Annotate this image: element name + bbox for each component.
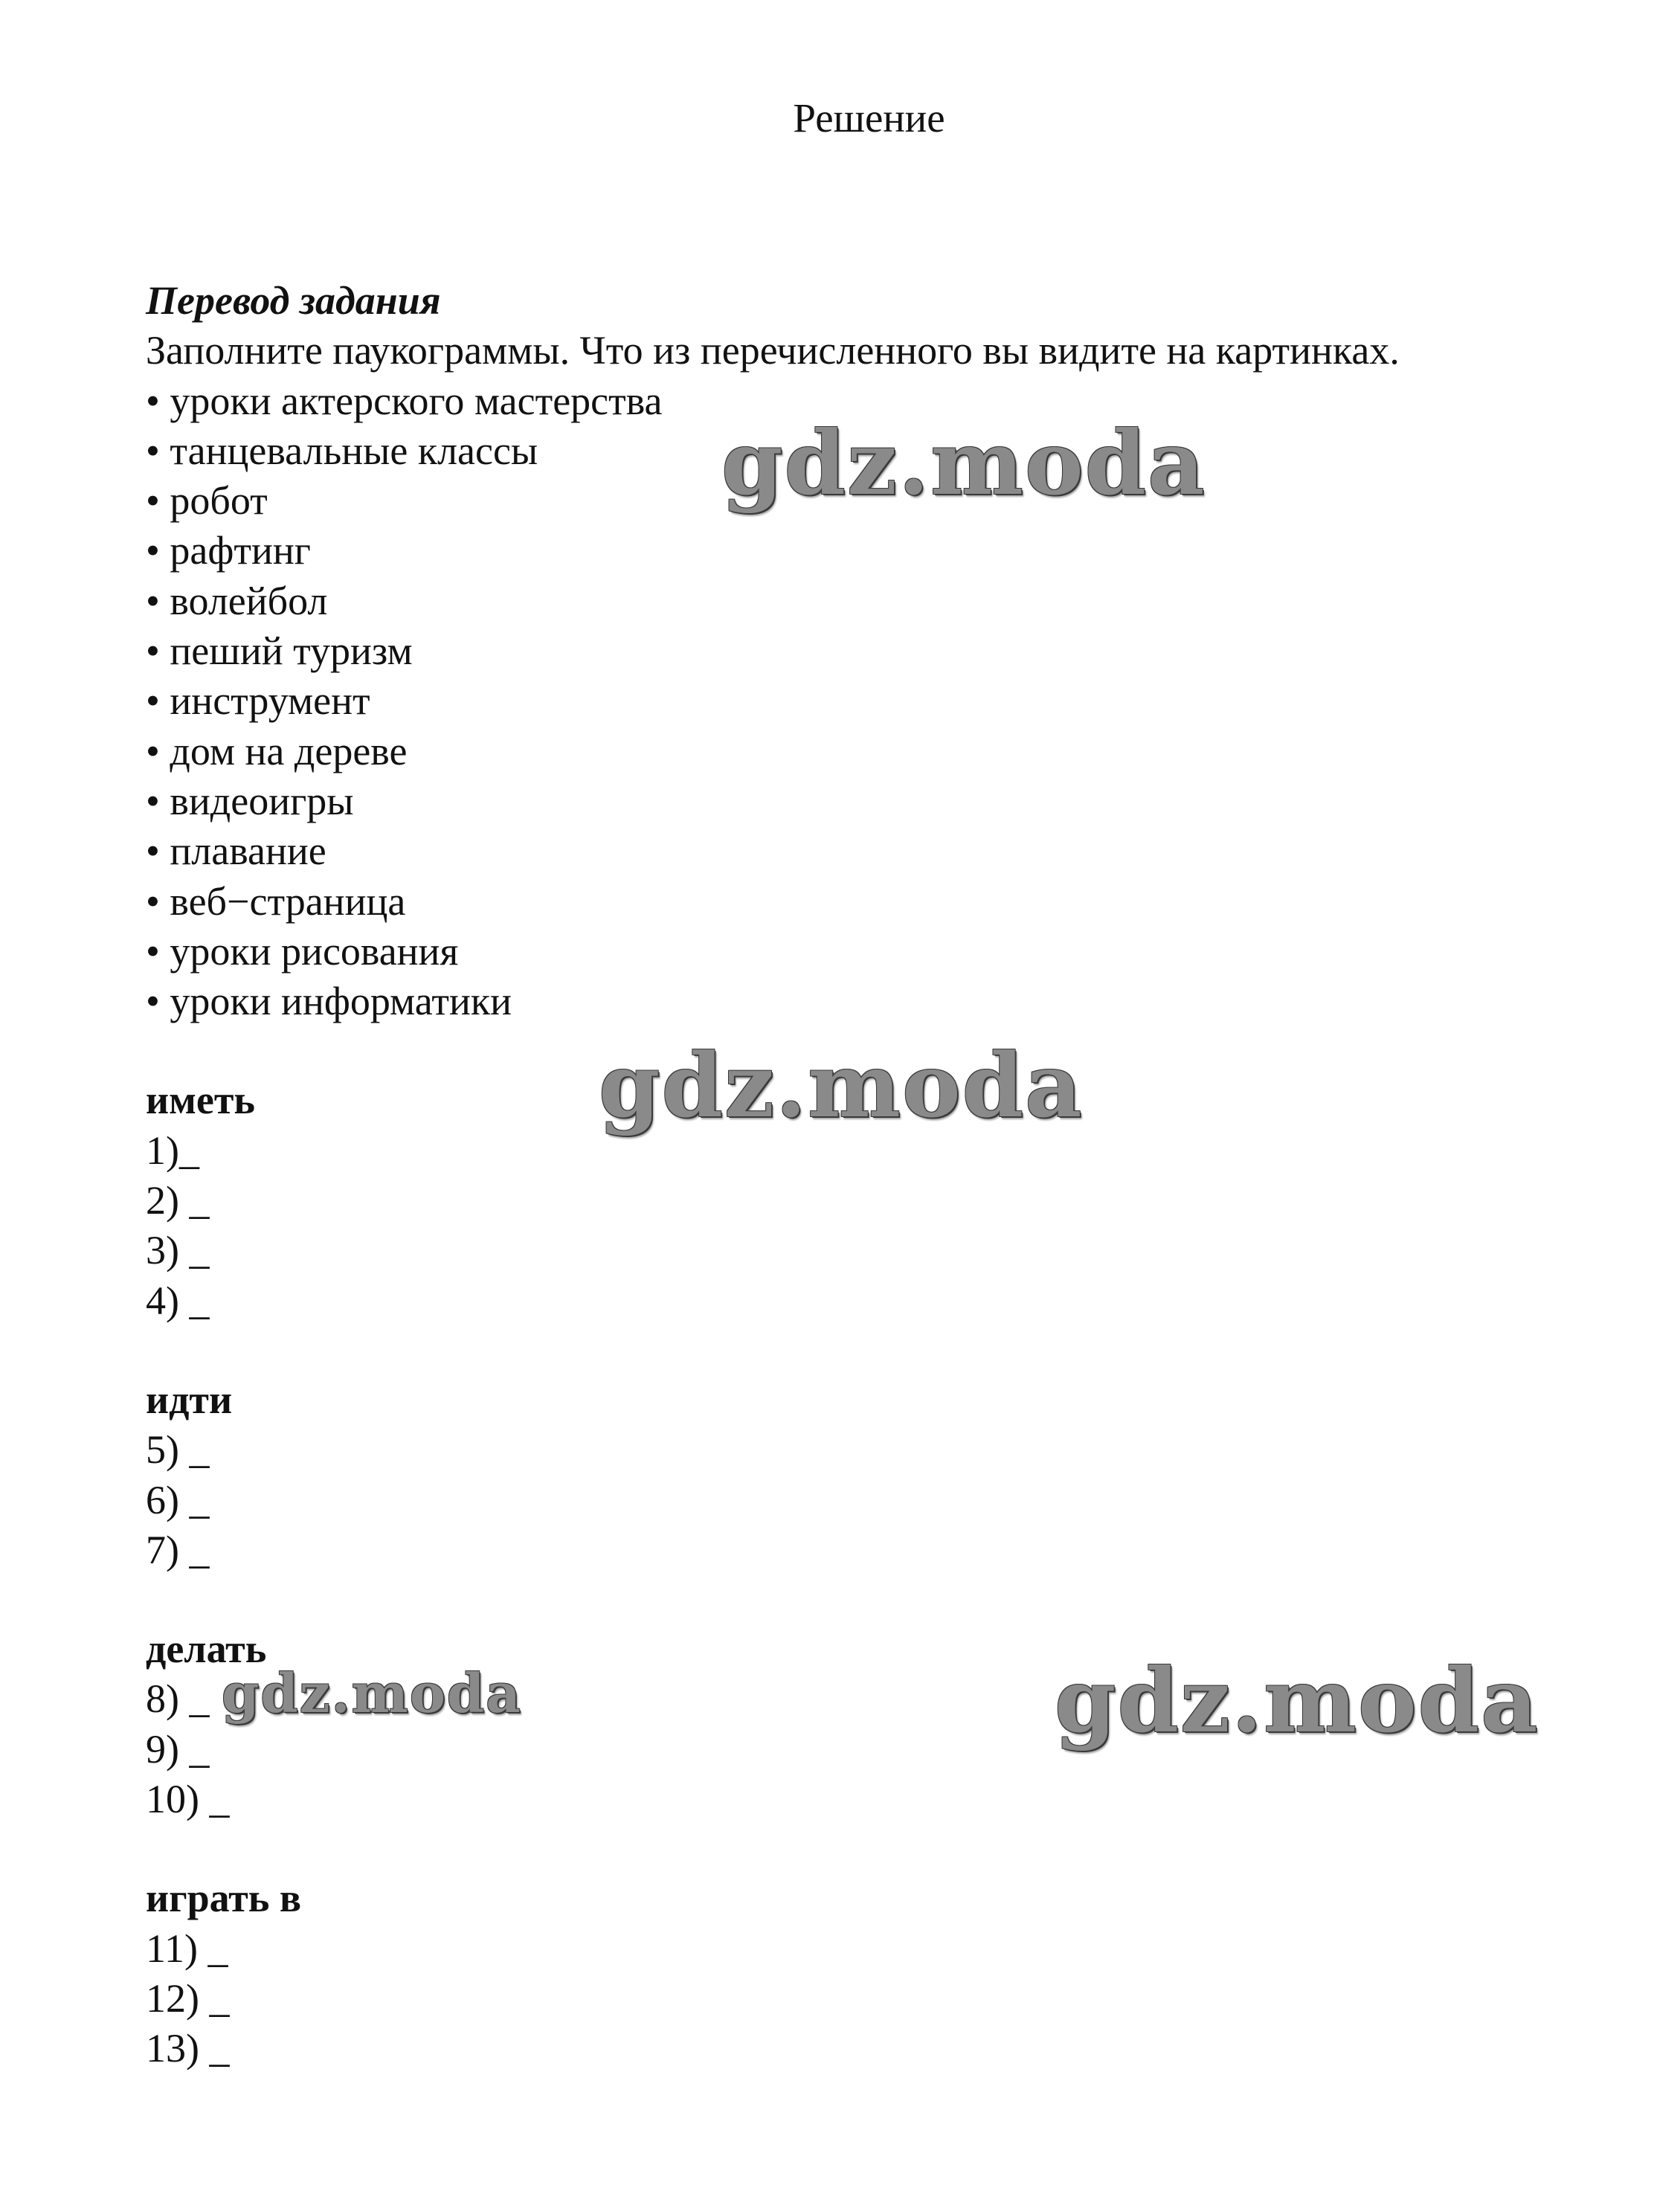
answer-line: 10) _ [146,1777,230,1822]
watermark: gdz.moda [222,1661,522,1725]
group-igrat-v [146,1873,1400,2073]
answer-line: 2) _ [146,1178,210,1223]
list-item: • уроки рисования [146,928,459,974]
answer-line: 13) _ [146,2026,230,2071]
translation-heading: Перевод задания [146,278,441,323]
answer-line: 6) _ [146,1477,210,1522]
group-heading: делать [146,1627,267,1672]
list-item: • видеоигры [146,778,354,823]
list-item: • плавание [146,829,326,874]
answer-line: 8) _ [146,1676,210,1722]
list-item: • волейбол [146,578,328,623]
list-item: • инструмент [146,678,370,724]
answer-line: 1)_ [146,1127,199,1173]
group-idti [146,1375,1400,1575]
answer-line: 7) _ [146,1527,210,1572]
answer-line: 11) _ [146,1925,228,1971]
list-item: • пеший туризм [146,628,413,674]
answer-line: 5) _ [146,1427,210,1473]
watermark: gdz.moda [721,411,1206,515]
answer-line: 3) _ [146,1228,210,1273]
list-item: • уроки информатики [146,979,512,1024]
instruction-text: Заполните паукограммы. Что из перечисленного вы видите на картинках. [146,328,1400,373]
list-item: • дом на дереве [146,728,408,773]
answer-line: 9) _ [146,1726,210,1772]
answer-line: 12) _ [146,1975,230,2021]
watermark: gdz.moda [1055,1649,1539,1752]
group-heading: играть в [146,1876,302,1921]
document-body [146,276,1400,2074]
watermark: gdz.moda [599,1034,1084,1137]
group-heading: иметь [146,1078,255,1123]
list-item: • рафтинг [146,528,311,573]
group-heading: идти [146,1377,233,1422]
page-title: Решение [793,95,945,141]
list-item: • веб−страница [146,878,406,924]
list-item: • танцевальные классы [146,428,538,473]
list-item: • робот [146,478,268,524]
answer-line: 4) _ [146,1278,210,1323]
list-item: • уроки актерского мастерства [146,378,663,423]
